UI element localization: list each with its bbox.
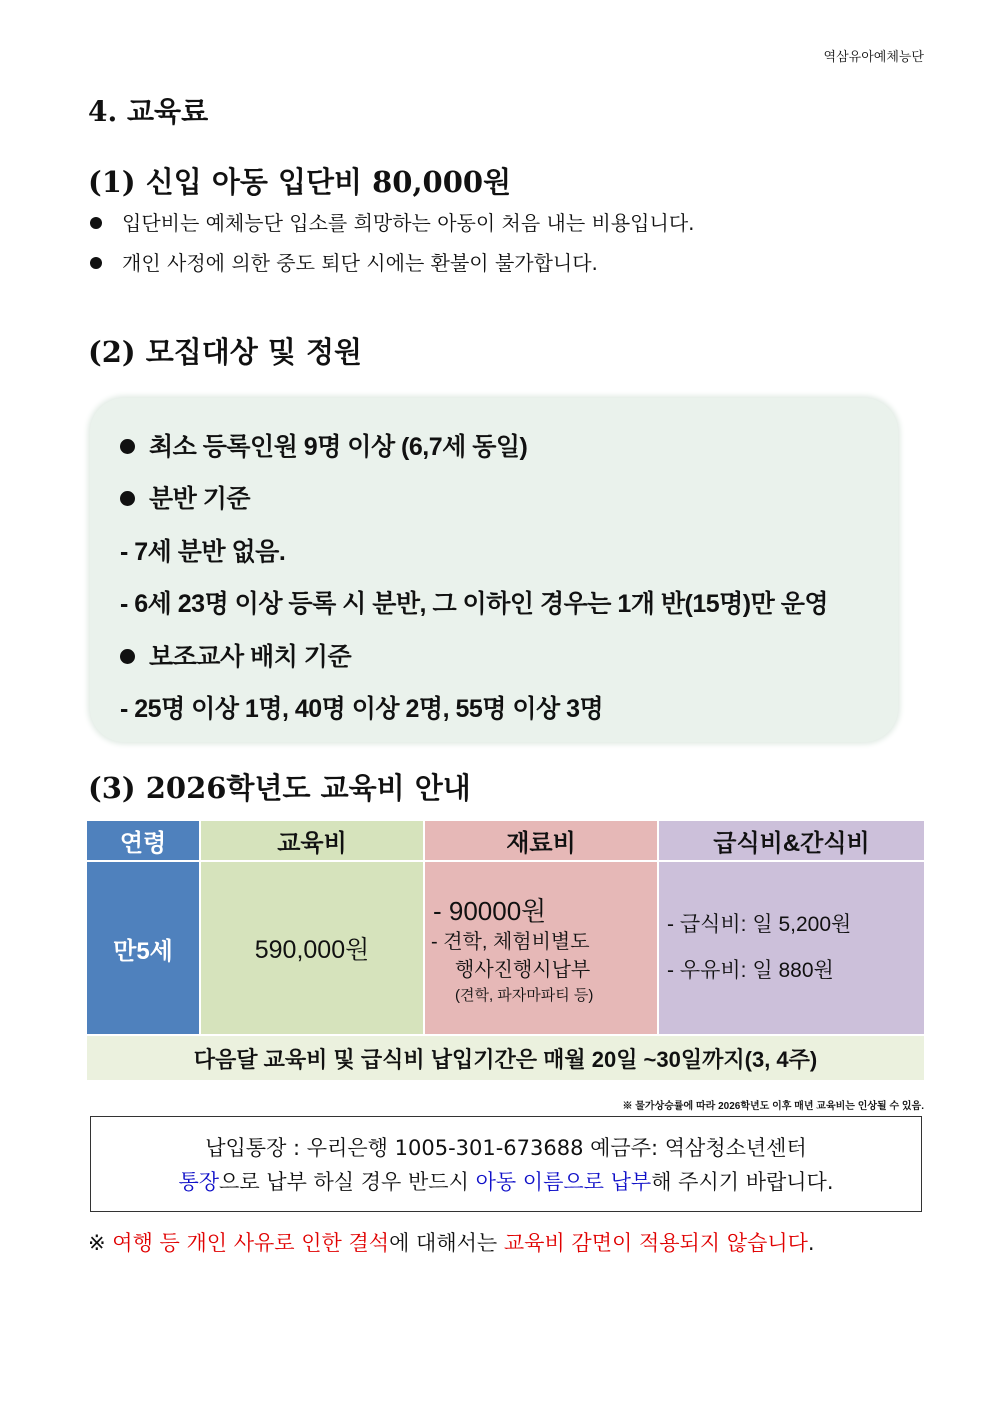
instruction-text: 해 주시기 바랍니다. <box>651 1170 834 1194</box>
bullet-icon <box>120 439 135 454</box>
header-tuition: 교육비 <box>200 821 424 861</box>
recruitment-info-box <box>90 398 898 742</box>
material-note: 행사진행시납부 <box>455 959 591 981</box>
meal-cell <box>658 861 924 1035</box>
bullet-text: 개인 사정에 의한 중도 퇴단 시에는 환불이 불가합니다. <box>122 251 598 275</box>
bullet-icon <box>90 257 102 269</box>
material-amount: - 90000원 <box>433 896 547 926</box>
absence-notice <box>88 1227 815 1257</box>
organization-name: 역삼유아예체능단 <box>823 50 924 65</box>
notice-text: . <box>807 1231 815 1255</box>
part1-bullet-list <box>88 203 695 283</box>
bullet-icon <box>90 217 102 229</box>
milk-fee: - 우유비: 일 880원 <box>667 959 834 982</box>
recruit-line: 최소 등록인원 9명 이상 (6,7세 동일) <box>149 433 528 461</box>
age-cell: 만5세 <box>87 861 200 1035</box>
highlight-text: 교육비 감면이 적용되지 않습니다 <box>503 1231 808 1255</box>
section-title: 4. 교육료 <box>88 95 209 128</box>
notice-mark: ※ <box>88 1231 113 1255</box>
meal-fee: - 급식비: 일 5,200원 <box>667 913 852 936</box>
list-item <box>120 637 351 673</box>
instruction-text: 으로 납부 하실 경우 반드시 <box>219 1170 476 1194</box>
recruit-line: 분반 기준 <box>149 485 251 513</box>
payment-period: 다음달 교육비 및 급식비 납입기간은 매월 20일 ~30일까지(3, 4주) <box>87 1035 924 1080</box>
header-meal: 급식비&간식비 <box>658 821 924 861</box>
material-note: - 견학, 체험비별도 <box>431 931 590 953</box>
price-note: ※ 물가상승률에 따라 2026학년도 이후 매년 교육비는 인상될 수 있음. <box>622 1101 924 1112</box>
tuition-cell: 590,000원 <box>200 861 424 1035</box>
bullet-icon <box>120 491 135 506</box>
material-cell <box>424 861 658 1035</box>
material-example: (견학, 파자마파티 등) <box>455 987 594 1004</box>
bullet-text: 입단비는 예체능단 입소를 희망하는 아동이 처음 내는 비용입니다. <box>122 211 695 235</box>
list-item <box>120 427 527 463</box>
highlight-text: 통장 <box>178 1170 220 1194</box>
table-row <box>87 861 924 1035</box>
bullet-icon <box>120 649 135 664</box>
part2-title: (2) 모집대상 및 정원 <box>88 335 363 369</box>
list-item <box>88 203 695 243</box>
payment-period-row <box>87 1035 924 1080</box>
list-item <box>88 243 695 283</box>
account-info-box <box>90 1116 922 1212</box>
part3-title: (3) 2026학년도 교육비 안내 <box>88 771 471 805</box>
recruit-line: - 25명 이상 1명, 40명 이상 2명, 55명 이상 3명 <box>120 695 604 723</box>
header-material: 재료비 <box>424 821 658 861</box>
table-header-row <box>87 821 924 861</box>
fee-table <box>87 821 924 1080</box>
list-item <box>120 479 250 515</box>
recruit-line: - 6세 23명 이상 등록 시 분반, 그 이하인 경우는 1개 반(15명)만 운영 <box>120 590 828 618</box>
recruit-line: - 7세 분반 없음. <box>120 538 286 566</box>
payment-instruction <box>91 1165 921 1199</box>
highlight-text: 아동 이름으로 납부 <box>475 1170 652 1194</box>
highlight-text: 여행 등 개인 사유로 인한 결석 <box>112 1231 390 1255</box>
header-age: 연령 <box>87 821 200 861</box>
notice-text: 에 대해서는 <box>389 1231 504 1255</box>
recruit-line: 보조교사 배치 기준 <box>149 643 352 671</box>
account-line: 납입통장 : 우리은행 1005-301-673688 예금주: 역삼청소년센터 <box>205 1136 807 1160</box>
part1-title: (1) 신입 아동 입단비 80,000원 <box>88 165 512 199</box>
